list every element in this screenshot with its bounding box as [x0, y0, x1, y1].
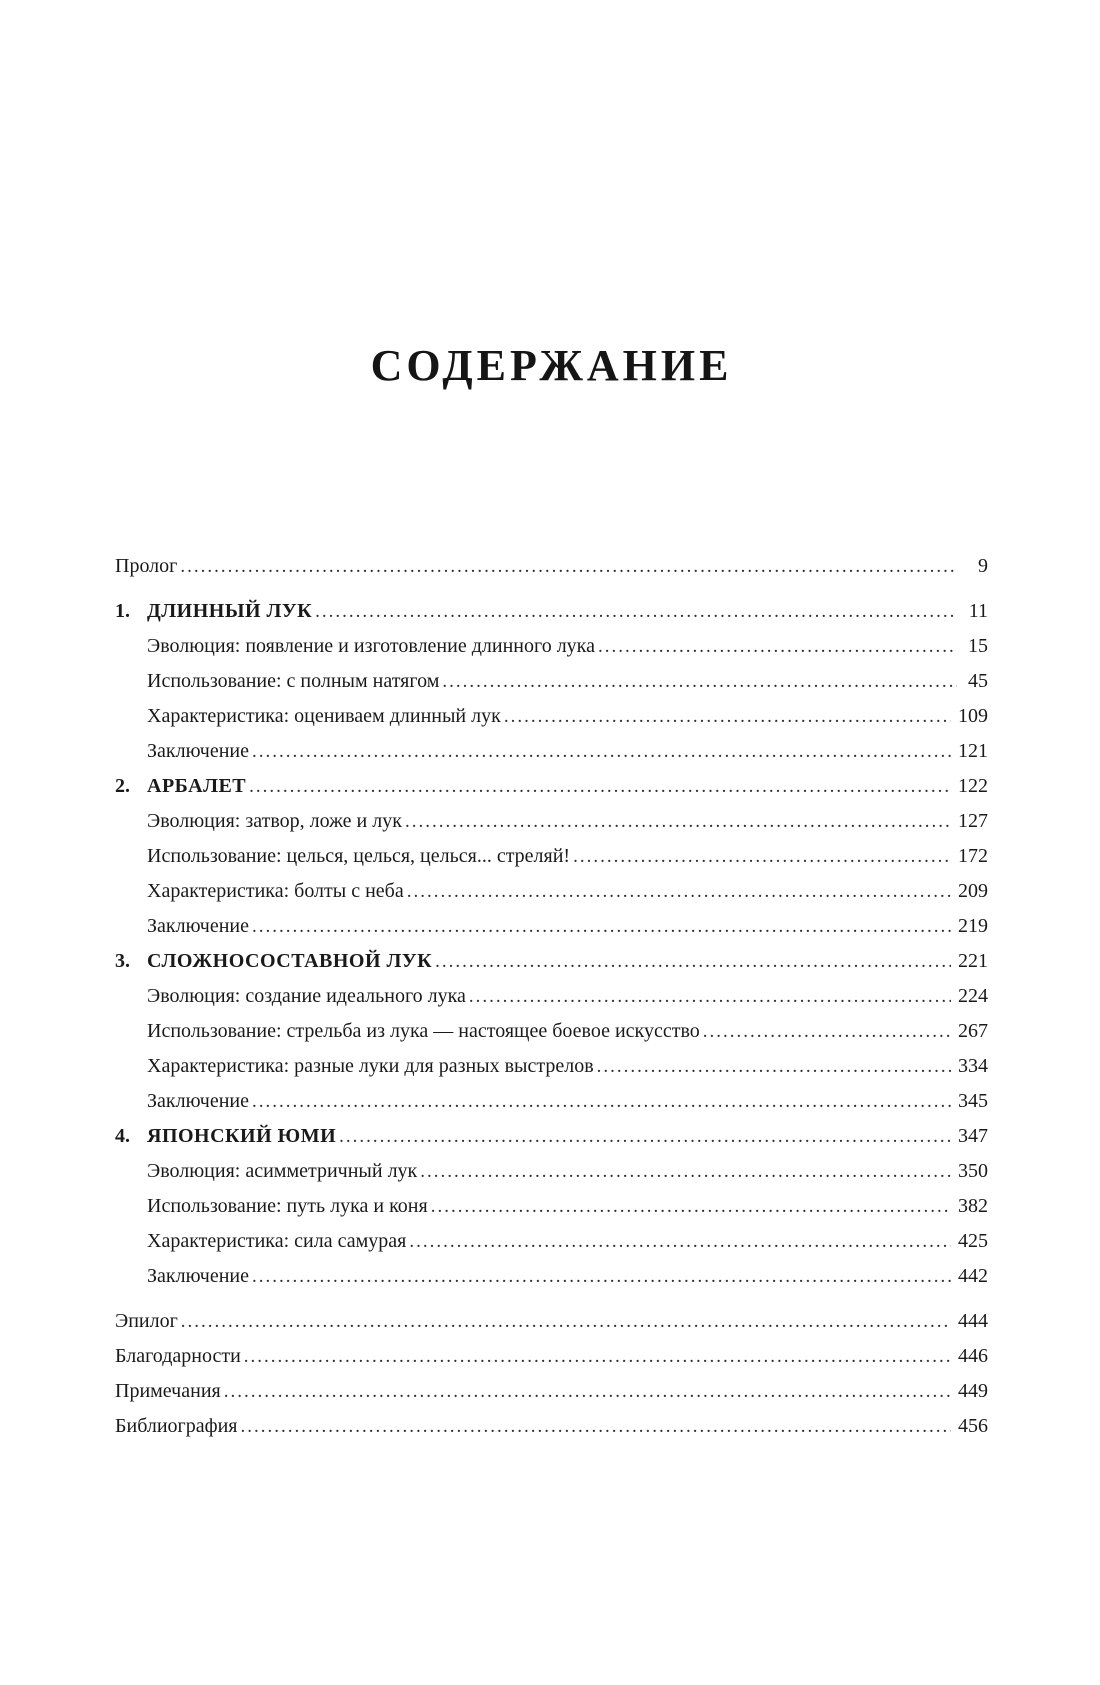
toc-entry-label: Использование: с полным натягом	[147, 670, 440, 692]
toc-entry	[115, 1049, 988, 1084]
dot-leader	[703, 1014, 951, 1049]
toc-entry-page: 425	[958, 1230, 988, 1252]
toc-entry-page: 172	[958, 845, 988, 867]
toc-entry	[115, 1339, 988, 1374]
toc-entry-number: 2.	[115, 775, 130, 797]
toc-entry-page: 121	[958, 740, 988, 762]
toc-entry	[115, 1189, 988, 1224]
toc-entry	[115, 1084, 988, 1119]
dot-leader	[252, 1259, 951, 1294]
toc-entry-page: 15	[968, 635, 988, 657]
toc-entry	[115, 839, 988, 874]
toc-entry-page: 224	[958, 985, 988, 1007]
dot-leader	[339, 1119, 951, 1154]
toc-entry-page: 109	[958, 705, 988, 727]
toc-entry-page: 221	[958, 950, 988, 972]
toc-entry-label: СЛОЖНОСОСТАВНОЙ ЛУК	[147, 950, 433, 972]
toc-entry	[115, 909, 988, 944]
dot-leader	[598, 629, 957, 664]
toc-entry	[115, 664, 988, 699]
toc-entry-label: Эволюция: асимметричный лук	[147, 1160, 418, 1182]
toc-entry-page: 382	[958, 1195, 988, 1217]
toc-entry-page: 456	[958, 1415, 988, 1437]
toc-list	[115, 549, 988, 1444]
dot-leader	[407, 874, 951, 909]
toc-entry-label: Использование: путь лука и коня	[147, 1195, 428, 1217]
toc-entry	[115, 979, 988, 1014]
toc-entry-page: 446	[958, 1345, 988, 1367]
toc-entry	[115, 1409, 988, 1444]
toc-entry-label: Библиография	[115, 1415, 238, 1437]
toc-entry-label: Заключение	[147, 1090, 249, 1112]
toc-entry-page: 267	[958, 1020, 988, 1042]
toc-entry-page: 442	[958, 1265, 988, 1287]
dot-leader	[469, 979, 951, 1014]
toc-entry-label: Заключение	[147, 915, 249, 937]
dot-leader	[180, 549, 957, 584]
toc-entry-page: 122	[958, 775, 988, 797]
dot-leader	[315, 594, 957, 629]
toc-entry	[115, 734, 988, 769]
toc-entry	[115, 1119, 988, 1154]
toc-entry	[115, 1304, 988, 1339]
toc-entry	[115, 594, 988, 629]
toc-entry	[115, 1374, 988, 1409]
toc-entry-label: Характеристика: сила самурая	[147, 1230, 407, 1252]
dot-leader	[431, 1189, 951, 1224]
toc-entry-label: Характеристика: оцениваем длинный лук	[147, 705, 501, 727]
toc-entry-page: 347	[958, 1125, 988, 1147]
dot-leader	[442, 664, 957, 699]
toc-entry-label: ЯПОНСКИЙ ЮМИ	[147, 1125, 337, 1147]
dot-leader	[252, 909, 951, 944]
dot-leader	[420, 1154, 951, 1189]
toc-entry-page: 127	[958, 810, 988, 832]
dot-leader	[597, 1049, 951, 1084]
toc-entry-label: Характеристика: разные луки для разных выстрелов	[147, 1055, 594, 1077]
dot-leader	[405, 804, 951, 839]
toc-entry-number: 1.	[115, 600, 130, 622]
toc-entry-page: 345	[958, 1090, 988, 1112]
toc-entry-label: Примечания	[115, 1380, 221, 1402]
toc-entry-page: 45	[968, 670, 988, 692]
toc-entry	[115, 1224, 988, 1259]
toc-entry-page: 444	[958, 1310, 988, 1332]
dot-leader	[573, 839, 951, 874]
toc-entry	[115, 1259, 988, 1294]
toc-entry-page: 209	[958, 880, 988, 902]
toc-entry-number: 3.	[115, 950, 130, 972]
dot-leader	[504, 699, 951, 734]
toc-entry-page: 334	[958, 1055, 988, 1077]
toc-entry-page: 11	[968, 600, 988, 622]
toc-entry	[115, 804, 988, 839]
toc-entry-label: Характеристика: болты с неба	[147, 880, 404, 902]
toc-entry	[115, 1154, 988, 1189]
page-title: СОДЕРЖАНИЕ	[370, 341, 733, 390]
dot-leader	[224, 1374, 951, 1409]
toc-entry	[115, 944, 988, 979]
toc-entry-label: Благодарности	[115, 1345, 241, 1367]
toc-entry-page: 350	[958, 1160, 988, 1182]
toc-entry-label: Заключение	[147, 1265, 249, 1287]
dot-leader	[435, 944, 951, 979]
toc-entry	[115, 629, 988, 664]
toc-entry	[115, 549, 988, 584]
dot-leader	[252, 734, 951, 769]
toc-entry-label: ДЛИННЫЙ ЛУК	[147, 600, 313, 622]
toc-entry	[115, 874, 988, 909]
toc-entry	[115, 699, 988, 734]
toc-entry-label: Эволюция: появление и изготовление длинного лука	[147, 635, 595, 657]
dot-leader	[241, 1409, 952, 1444]
toc-entry-label: Пролог	[115, 555, 178, 577]
toc-entry-page: 449	[958, 1380, 988, 1402]
toc-entry	[115, 769, 988, 804]
toc-entry-label: Использование: стрельба из лука — настоящее боевое искусство	[147, 1020, 700, 1042]
toc-entry-label: Эпилог	[115, 1310, 178, 1332]
toc-entry-page: 9	[978, 555, 988, 577]
toc-entry-label: Заключение	[147, 740, 249, 762]
toc-entry-label: АРБАЛЕТ	[147, 775, 247, 797]
dot-leader	[249, 769, 951, 804]
toc-entry-label: Использование: целься, целься, целься... стреляй!	[147, 845, 571, 867]
dot-leader	[244, 1339, 951, 1374]
toc-entry-page: 219	[958, 915, 988, 937]
dot-leader	[181, 1304, 951, 1339]
dot-leader	[252, 1084, 951, 1119]
toc-entry-number: 4.	[115, 1125, 130, 1147]
toc-entry-label: Эволюция: затвор, ложе и лук	[147, 810, 402, 832]
toc-entry	[115, 1014, 988, 1049]
toc-entry-label: Эволюция: создание идеального лука	[147, 985, 466, 1007]
dot-leader	[409, 1224, 951, 1259]
